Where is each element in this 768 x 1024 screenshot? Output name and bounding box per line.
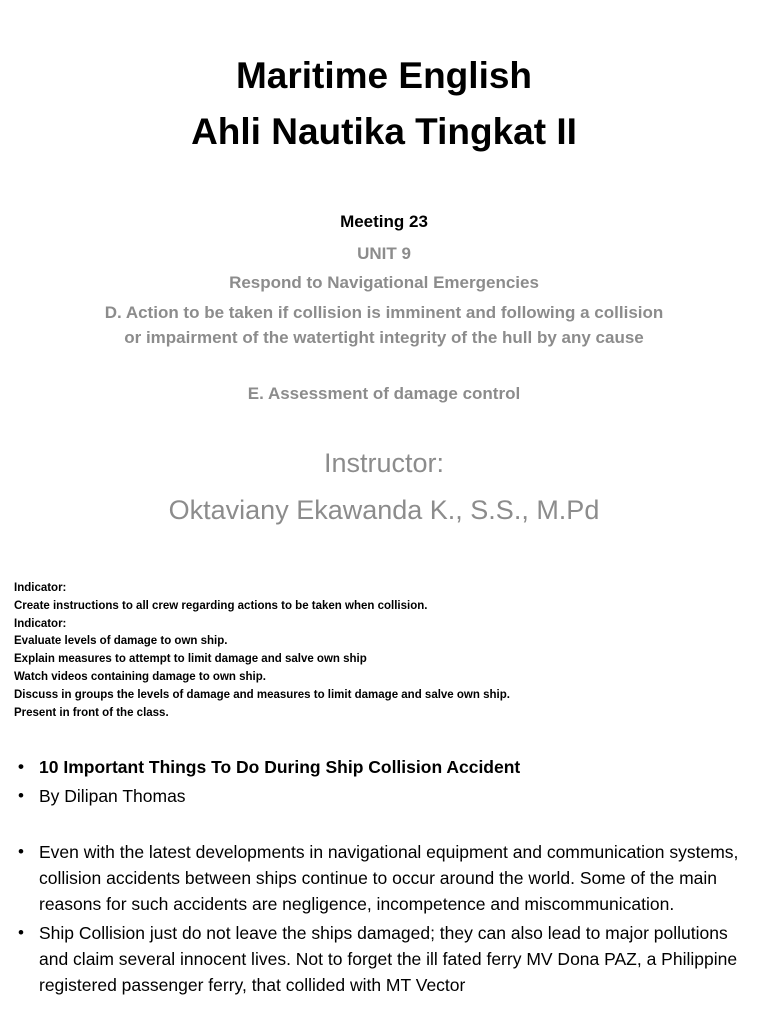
indicator-line: Watch videos containing damage to own ship. xyxy=(14,670,266,683)
bullet-icon: • xyxy=(18,842,24,861)
section-d-text: D. Action to be taken if collision is imminent and following a collision or impairment of the watertight integrity of the hull by any cause xyxy=(104,303,664,347)
paragraph-text: Even with the latest developments in navigational equipment and communication systems, collision accidents between ships continue to occur around the world. Some of the main reasons for such accidents are negligence, incompetence and miscommunication. xyxy=(39,842,739,914)
indicator-list xyxy=(14,580,754,722)
list-item-paragraph xyxy=(18,839,748,917)
indicator-line: Indicator: xyxy=(14,617,67,630)
title-line-2: Ahli Nautika Tingkat II xyxy=(191,111,577,152)
paragraph-text: Ship Collision just do not leave the ships damaged; they can also lead to major pollutions and claim several innocent lives. Not to forget the ill fated ferry MV Dona PAZ, a Philippine registered passenger ferry, that collided with MT Vector xyxy=(39,923,738,995)
indicator-line: Present in front of the class. xyxy=(14,706,169,719)
indicator-line: Indicator: xyxy=(14,582,67,594)
title-line-1: Maritime English xyxy=(235,55,533,96)
bullet-icon: • xyxy=(18,923,24,942)
meeting-number: Meeting 23 xyxy=(340,212,428,231)
indicator-line: Explain measures to attempt to limit damage and salve own ship xyxy=(14,653,367,666)
instructor-name: Oktaviany Ekawanda K., S.S., M.Pd xyxy=(168,495,600,525)
article-author: By Dilipan Thomas xyxy=(39,786,186,806)
bullet-list xyxy=(18,754,748,1001)
list-item-author xyxy=(18,783,748,809)
indicator-line: Evaluate levels of damage to own ship. xyxy=(14,635,228,648)
section-e-text: E. Assessment of damage control xyxy=(247,384,521,403)
instructor-label: Instructor: xyxy=(323,448,445,478)
bullet-icon: • xyxy=(18,757,24,776)
article-heading: 10 Important Things To Do During Ship Collision Accident xyxy=(39,757,521,777)
topic-title: Respond to Navigational Emergencies xyxy=(229,273,539,292)
list-item-heading xyxy=(18,754,748,780)
indicator-line: Create instructions to all crew regarding actions to be taken when collision. xyxy=(14,599,428,612)
bullet-icon: • xyxy=(18,786,24,805)
list-item-paragraph xyxy=(18,920,748,998)
indicator-line: Discuss in groups the levels of damage and measures to limit damage and salve own ship. xyxy=(14,688,510,701)
unit-label: UNIT 9 xyxy=(357,244,411,263)
